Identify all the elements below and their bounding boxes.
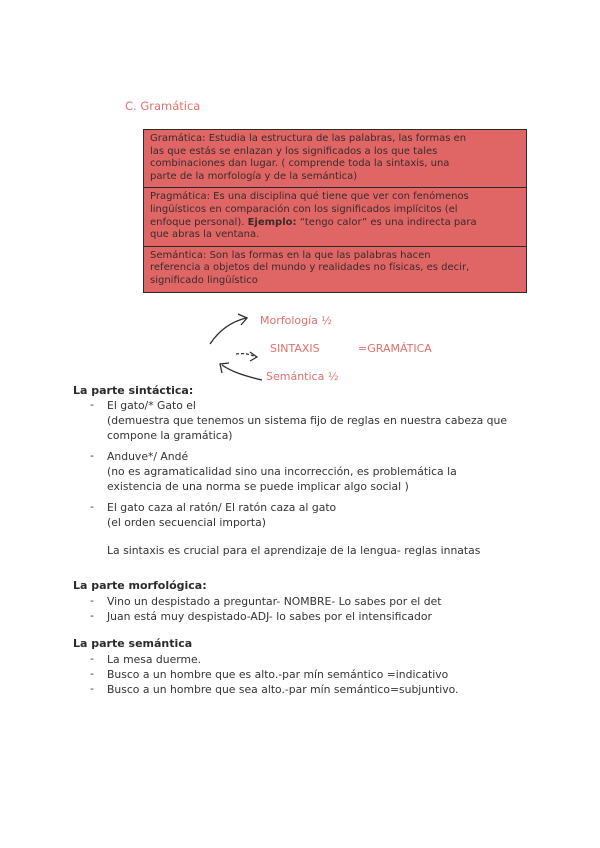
arrow-down-curve (222, 365, 262, 380)
arrow-up-curve (210, 318, 246, 344)
definitions-table (143, 129, 527, 293)
def-line: las que estás se enlazan y los significados a los que tales (150, 145, 438, 157)
bullet-dash: - (90, 594, 94, 607)
label-gramatica: =GRAMÁTICA (358, 342, 432, 355)
item-line: existencia de una norma se puede implicar algo social ) (107, 480, 409, 493)
bullet-dash: - (90, 500, 94, 513)
arrow-middle-head (250, 352, 257, 361)
list-item: La mesa duerme. (107, 653, 202, 666)
def-line: combinaciones dan lugar. ( comprende toda la sintaxis, una (150, 158, 450, 170)
label-morfologia: Morfología ½ (260, 314, 333, 327)
list-item: Vino un despistado a preguntar- NOMBRE- Lo sabes por el det (107, 595, 442, 608)
def-line: que abras la ventana. (150, 229, 260, 241)
section-heading: C. Gramática (125, 99, 201, 113)
item-line: (el orden secuencial importa) (107, 516, 266, 529)
label-sintaxis: SINTAXIS (270, 342, 320, 355)
semantica-title: La parte semántica (73, 637, 193, 650)
def-line: parte de la morfología y de la semántica) (150, 170, 358, 182)
def-line: Semántica: Son las formas en la que las palabras hacen (150, 249, 431, 261)
morfologica-title: La parte morfológica: (73, 579, 207, 592)
def-line: referencia a objetos del mundo y realidades no físicas, es decir, (150, 262, 470, 274)
bullet-dash: - (90, 682, 94, 695)
ejemplo-label: Ejemplo: (247, 216, 297, 228)
definition-pragmatica (143, 188, 527, 246)
definition-semantica (143, 247, 527, 293)
bullet-dash: - (90, 449, 94, 462)
def-line: significado lingüístico (150, 274, 258, 286)
definition-gramatica (143, 129, 527, 188)
def-line: enfoque personal). Ejemplo: “tengo calor” es una indirecta para (150, 216, 477, 228)
sintactica-title: La parte sintáctica: (73, 384, 194, 397)
item-line: compone la gramática) (107, 429, 233, 442)
item-line: El gato caza al ratón/ El ratón caza al gato (107, 501, 337, 514)
bullet-dash: - (90, 609, 94, 622)
list-item: Busco a un hombre que es alto.-par mín semántico =indicativo (107, 668, 449, 681)
label-semantica: Semántica ½ (266, 370, 339, 383)
item-line: (no es agramaticalidad sino una incorrección, es problemática la (107, 465, 457, 478)
bullet-dash: - (90, 667, 94, 680)
def-line: Pragmática: Es una disciplina qué tiene que ver con fenómenos (150, 191, 469, 203)
sintaxis-note: La sintaxis es crucial para el aprendizaje de la lengua- reglas innatas (107, 544, 481, 557)
list-item: Busco a un hombre que sea alto.-par mín semántico=subjuntivo. (107, 683, 459, 696)
def-line: lingüísticos en comparación con los significados implícitos (el (150, 203, 458, 215)
list-item (107, 449, 457, 494)
def-line: Gramática: Estudia la estructura de las palabras, las formas en (150, 133, 467, 144)
item-line: El gato/* Gato el (107, 399, 196, 412)
bullet-dash: - (90, 652, 94, 665)
item-line: (demuestra que tenemos un sistema fijo de reglas en nuestra cabeza que (107, 414, 508, 427)
bullet-dash: - (90, 398, 94, 411)
list-item (107, 398, 507, 443)
list-item: Juan está muy despistado-ADJ- lo sabes por el intensificador (107, 610, 432, 623)
list-item (107, 500, 336, 530)
item-line: Anduve*/ Andé (107, 450, 189, 463)
